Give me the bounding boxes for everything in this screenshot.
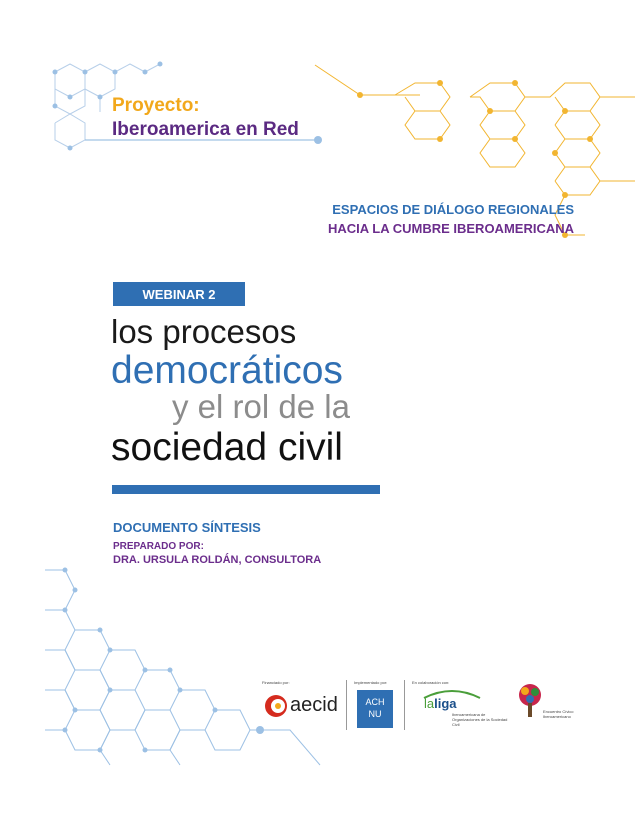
header-line-1: ESPACIOS DE DIÁLOGO REGIONALES <box>332 202 574 217</box>
collab-label: En colaboración con: <box>412 680 450 685</box>
title-line-4: sociedad civil <box>111 426 343 469</box>
document-type: DOCUMENTO SÍNTESIS <box>113 520 261 535</box>
project-label: Proyecto: <box>112 95 200 116</box>
laliga-la: la <box>424 696 435 711</box>
logo-achnu <box>354 680 398 728</box>
laliga-subtitle: Iberoamericana de Organizaciones de la Sociedad Civil <box>452 712 508 727</box>
financed-label: Financiado por: <box>262 680 290 685</box>
laliga-wordmark <box>424 696 457 711</box>
logo-encuentro <box>515 683 585 731</box>
tree-icon <box>515 683 545 721</box>
title-line-2: democráticos <box>111 349 343 392</box>
encuentro-text: Encuentro Cívico Iberoamericano <box>543 709 574 719</box>
achnu-top: ACH <box>365 697 385 707</box>
author-name: DRA. URSULA ROLDÁN, CONSULTORA <box>113 554 322 566</box>
title-underline-bar <box>112 485 380 494</box>
achnu-bottom: NU <box>368 709 382 719</box>
webinar-badge: WEBINAR 2 <box>113 282 245 306</box>
hexagon-network-top-right <box>300 55 635 275</box>
logo-aecid <box>262 680 344 728</box>
logo-divider <box>404 680 405 730</box>
title-line-3: y el rol de la <box>172 388 350 425</box>
project-name: Iberoamerica en Red <box>112 119 299 140</box>
logo-laliga <box>412 680 512 730</box>
aecid-emblem-icon <box>264 694 288 718</box>
aecid-text: aecid <box>290 694 338 716</box>
header-line-2: HACIA LA CUMBRE IBEROAMERICANA <box>327 221 574 236</box>
achnu-box <box>357 690 393 728</box>
logo-divider <box>346 680 347 730</box>
title-line-1: los procesos <box>111 313 297 350</box>
hexagon-network-bottom-left <box>0 560 340 780</box>
implemented-label: Implementado por: <box>354 680 388 685</box>
laliga-liga: liga <box>434 696 457 711</box>
prepared-by-label: PREPARADO POR: <box>113 541 204 552</box>
